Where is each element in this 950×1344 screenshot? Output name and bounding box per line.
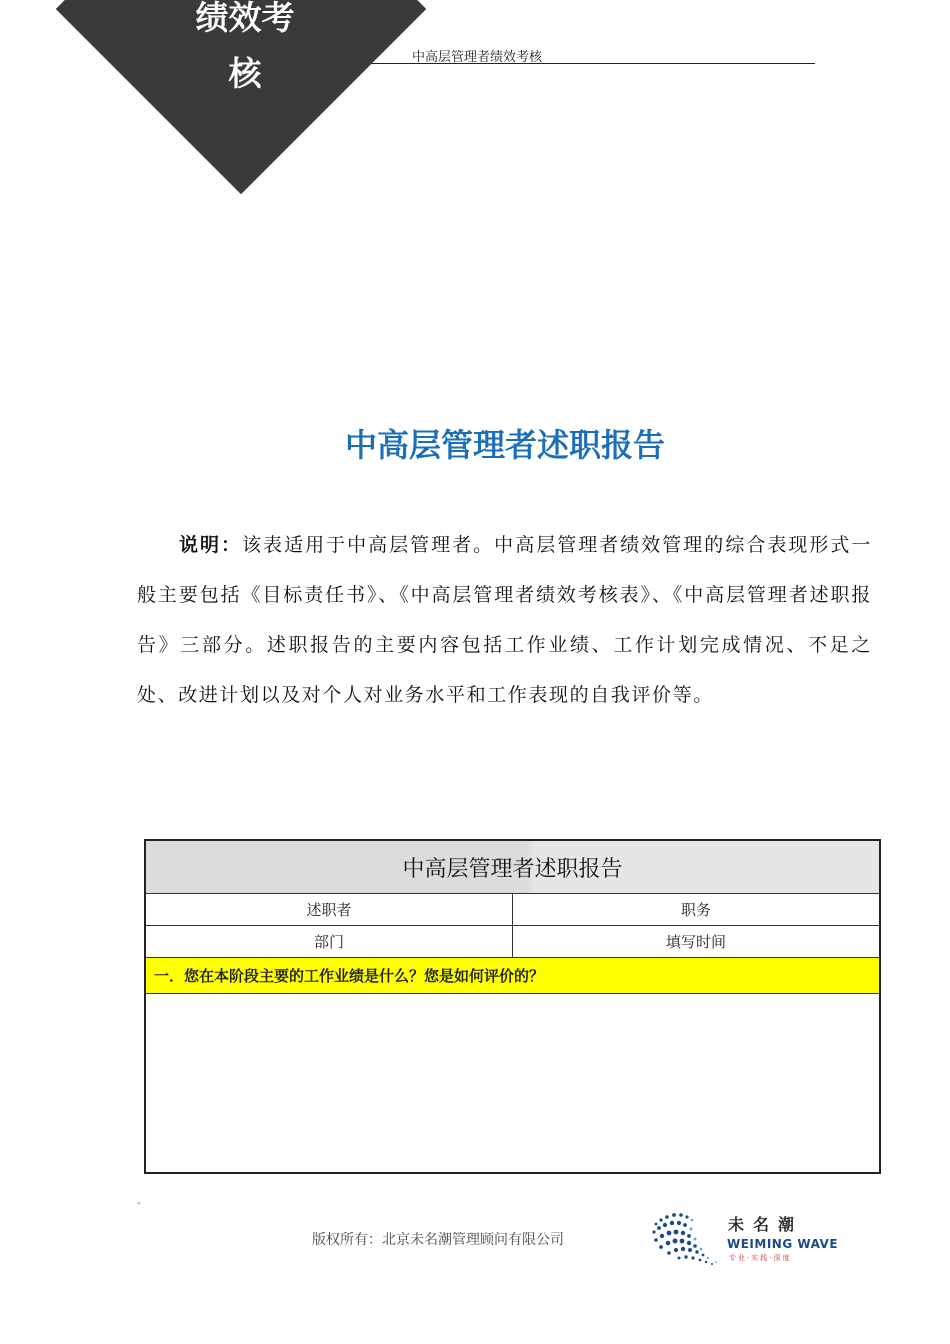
fill-time-label[interactable]: 填写时间 (513, 926, 881, 958)
corner-badge-label (170, 0, 320, 102)
header-title: 中高层管理者绩效考核 (412, 50, 543, 65)
section-1-answer-area[interactable] (145, 994, 880, 1174)
intro-paragraph (137, 520, 872, 720)
section-1-heading: 一．您在本阶段主要的工作业绩是什么？您是如何评价的？ (145, 958, 880, 994)
badge-line-1: 绩效考 (195, 0, 295, 37)
report-form (144, 839, 881, 1174)
logo-english-name: WEIMING WAVE (727, 1237, 839, 1251)
form-title: 中高层管理者述职报告 (145, 840, 880, 894)
position-label[interactable]: 职务 (513, 894, 881, 926)
presenter-label: 述职者 (145, 894, 513, 926)
badge-line-2: 核 (228, 54, 262, 93)
logo-tagline: 专业·实践·深度 (729, 1254, 792, 1262)
intro-label: 说明： (179, 534, 243, 556)
page-marker: - (137, 1198, 141, 1209)
copyright-text: 版权所有：北京未名潮管理顾问有限公司 (312, 1232, 564, 1248)
department-label: 部门 (145, 926, 513, 958)
logo-chinese-name: 未名潮 (728, 1215, 804, 1234)
document-title: 中高层管理者述职报告 (344, 426, 665, 464)
intro-text: 该表适用于中高层管理者。中高层管理者绩效管理的综合表现形式一般主要包括《目标责任书》、《中高层管理者绩效考核表》、《中高层管理者述职报告》三部分。述职报告的主要内容包括工作业绩、工作计划完成情况、不足之处、改进计划以及对个人对业务水平和工作表现的自我评价等。 (137, 534, 872, 706)
